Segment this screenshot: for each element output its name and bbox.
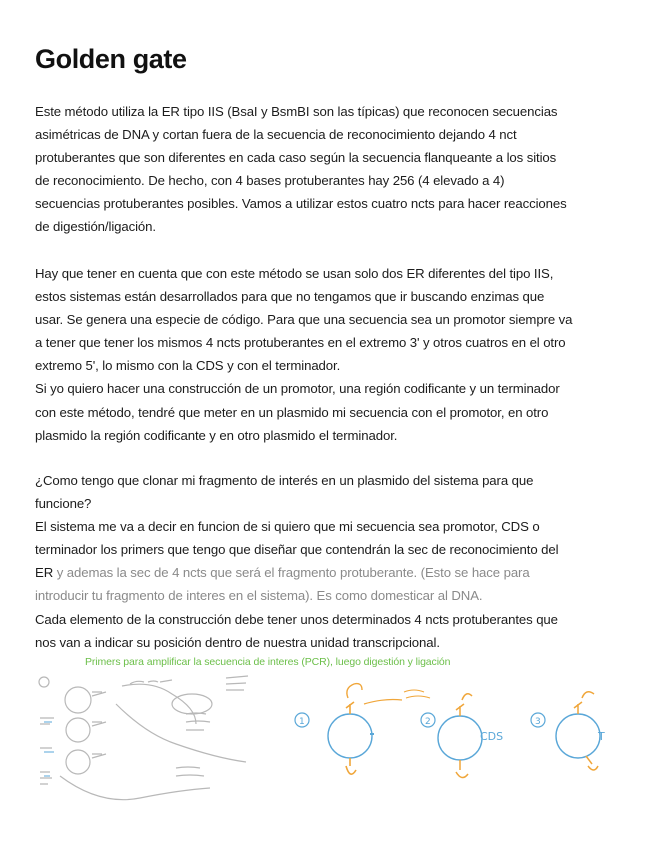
text-line: ¿Como tengo que clonar mi fragmento de interés en un plasmido del sistema para que — [35, 473, 534, 488]
scribble-text — [176, 767, 204, 776]
scribble-text — [130, 680, 172, 684]
text-line: secuencias protuberantes posibles. Vamos a utilizar estos cuatro ncts para hacer reacciones — [35, 196, 567, 212]
scribble-text — [404, 690, 430, 698]
plasmid-icon — [66, 718, 90, 742]
text-line: Este método utiliza la ER tipo IIS (BsaI y BsmBI son las típicas) que reconocen secuencias — [35, 104, 558, 119]
plasmid-diagram-1 — [295, 684, 430, 775]
text-line: a tener que tener los mismos 4 ncts protuberantes en el extremo 3' y otros cuatros en el otro — [35, 335, 566, 351]
text-fragment-gray: y ademas la sec de 4 ncts que será el fragmento protuberante. (Esto se hace para — [53, 565, 530, 581]
primer-mark — [92, 692, 106, 696]
insert-mark — [456, 760, 468, 778]
page-title: Golden gate — [35, 44, 187, 74]
plasmid-circle-icon — [556, 714, 600, 758]
arrow-line — [122, 684, 196, 724]
insert-mark — [574, 692, 594, 714]
scribble-text — [226, 676, 248, 690]
plasmid-icon — [65, 687, 91, 713]
paragraph-3 — [35, 469, 635, 654]
left-sketch-plasmids — [39, 676, 248, 800]
scribble-text — [44, 722, 54, 776]
plasmid-diagram-2 — [421, 694, 503, 778]
step-number: 2 — [425, 717, 431, 727]
left-sketch-blue-marks — [44, 722, 54, 776]
text-line: Cada elemento de la construcción debe tener unos determinados 4 ncts protuberantes que — [35, 611, 558, 627]
text-line: estos sistemas están desarrollados para que no tengamos que ir buscando enzimas que — [35, 289, 545, 305]
text-line: con este método, tendré que meter en un plasmido mi secuencia con el promotor, en otro — [35, 404, 549, 420]
terminator-label: T — [598, 730, 605, 743]
insert-mark — [586, 756, 598, 770]
insert-mark — [346, 758, 356, 774]
scribble-text — [186, 713, 210, 730]
handwritten-sketch-figure — [30, 668, 630, 818]
arrow-line — [364, 700, 402, 705]
text-line: Si yo quiero hacer una construcción de un promotor, una región codificante y un terminador — [35, 381, 560, 397]
text-line: El sistema me va a decir en funcion de si quiero que mi secuencia sea promotor, CDS o — [35, 519, 540, 535]
text-line: usar. Se genera una especie de código. Para que una secuencia sea un promotor siempre va — [35, 312, 573, 328]
plasmid-diagram-3 — [531, 692, 605, 770]
insert-mark — [456, 694, 472, 716]
arrow-line — [60, 776, 210, 800]
text-line — [35, 561, 635, 584]
paragraph-1 — [35, 100, 635, 239]
text-line: protuberantes que son diferentes en cada caso según la secuencia flanqueante a los sitios — [35, 150, 557, 166]
step-number: 1 — [299, 717, 305, 727]
cds-label: CDS — [480, 730, 504, 743]
plasmid-circle-icon — [438, 716, 482, 760]
text-line: de reconocimiento. De hecho, con 4 bases protuberantes hay 256 (4 elevado a 4) — [35, 173, 505, 189]
text-line: asimétricas de DNA y cortan fuera de la secuencia de reconocimiento dejando 4 nct — [35, 127, 517, 143]
text-line: de digestión/ligación. — [35, 219, 156, 235]
step-number: 3 — [535, 717, 541, 727]
text-line: funcione? — [35, 496, 92, 512]
primer-mark — [92, 722, 106, 726]
text-line-gray: introducir tu fragmento de interes en el sistema). Es como domesticar al DNA. — [35, 588, 483, 604]
orange-scribble — [347, 684, 362, 698]
text-line: nos van a indicar su posición dentro de nuestra unidad transcripcional. — [35, 634, 440, 650]
primer-mark — [92, 754, 106, 758]
plasmid-circle-icon — [328, 714, 372, 758]
text-line: Hay que tener en cuenta que con este método se usan solo dos ER diferentes del tipo IIS, — [35, 266, 554, 281]
insert-mark — [346, 702, 354, 714]
text-line: extremo 5', lo mismo con la CDS y con el terminador. — [35, 358, 341, 374]
step-marker-icon — [39, 677, 49, 687]
text-line: terminador los primers que tengo que diseñar que contendrán la sec de reconocimiento del — [35, 542, 559, 558]
figure-caption: Primers para amplificar la secuencia de interes (PCR), luego digestión y ligación — [85, 656, 451, 668]
paragraph-2 — [35, 262, 635, 447]
scribble-text — [40, 718, 54, 784]
text-fragment-dark: ER — [35, 565, 54, 581]
text-line: plasmido la región codificante y en otro plasmido el terminador. — [35, 427, 398, 443]
plasmid-icon — [66, 750, 90, 774]
